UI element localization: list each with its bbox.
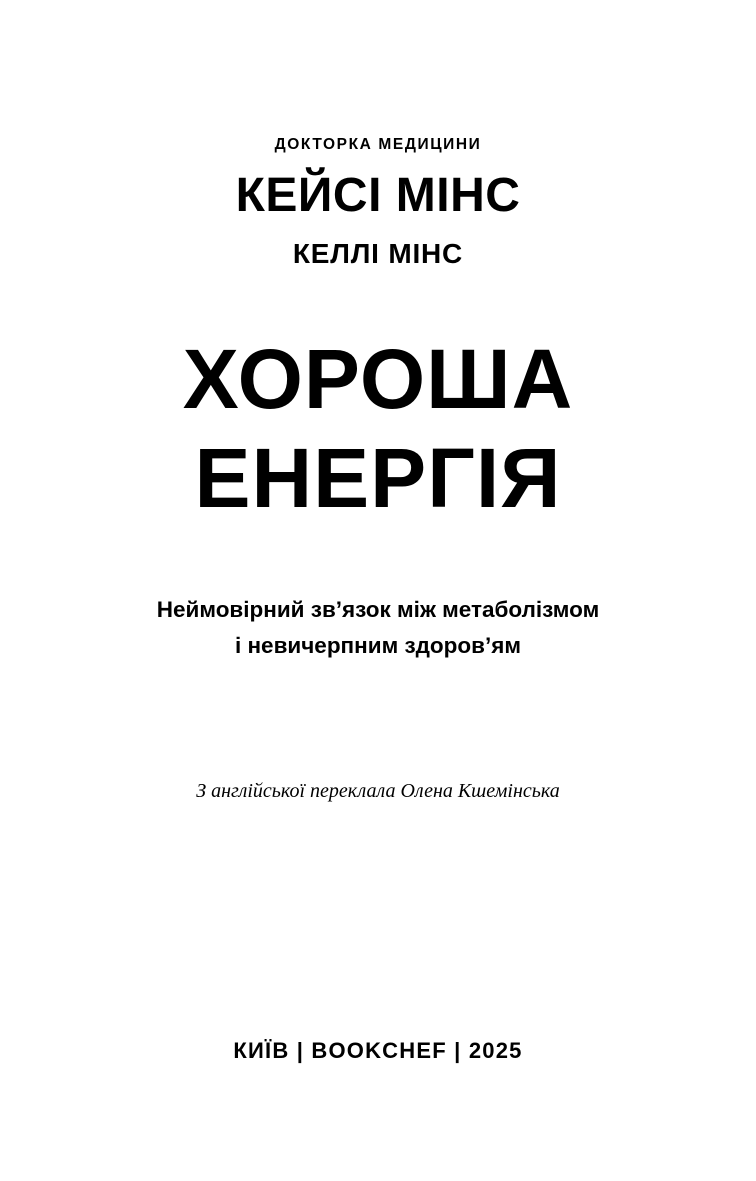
author-block bbox=[0, 136, 756, 270]
author-credential: ДОКТОРКА МЕДИЦИНИ bbox=[274, 136, 482, 153]
translator-credit: З англійської переклала Олена Кшемінська bbox=[196, 779, 560, 802]
book-title bbox=[0, 330, 756, 528]
book-subtitle-line-1: Неймовірний зв’язок між метаболізмом bbox=[156, 597, 600, 622]
book-subtitle-line-2: і невичерпним здоров’ям bbox=[234, 633, 522, 659]
book-title-line-1: ХОРОША bbox=[182, 331, 574, 426]
author-primary-name: КЕЙСІ МІНС bbox=[235, 168, 521, 222]
author-secondary-name: КЕЛЛІ МІНС bbox=[292, 237, 464, 269]
book-subtitle bbox=[0, 592, 756, 665]
publisher-imprint: КИЇВ | BOOKCHEF | 2025 bbox=[233, 1038, 523, 1063]
book-title-line-2: ЕНЕРГІЯ bbox=[194, 430, 562, 525]
